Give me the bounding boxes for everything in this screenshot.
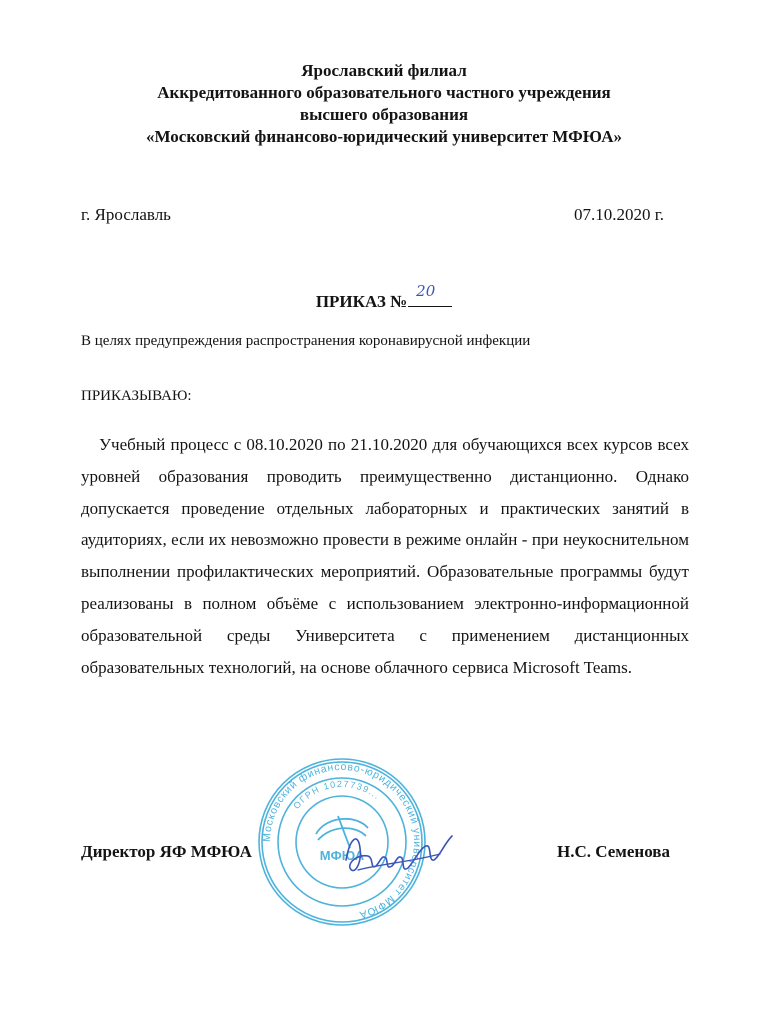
order-title-text: ПРИКАЗ № <box>315 292 408 311</box>
stamp-center-text: МФЮА <box>319 848 365 863</box>
order-number-blank <box>408 282 452 307</box>
header-line-branch: Ярославский филиал <box>301 61 467 80</box>
document-header <box>0 60 768 148</box>
stamp-inner-text: ОГРН 1027739... <box>291 778 383 811</box>
signer-position: Директор ЯФ МФЮА <box>81 842 252 861</box>
header-line-education-level: высшего образования <box>299 105 469 124</box>
order-body-paragraph: Учебный процесс с 08.10.2020 по 21.10.2020 для обучающихся всех курсов всех уровней образования проводить преимущественно дистанционно. Однако допускается проведение отдельных лабораторных и практических занятий в аудиториях, если их невозможно провести в режиме онлайн - при неукоснительном выполнении профилактических мероприятий. Образовательные программы будут реализованы в полном объёме с использованием электронно-информационной образовательной среды Университета с применением дистанционных образовательных технологий, на основе облачного сервиса Microsoft Teams. <box>81 435 689 677</box>
stamp-outer-text: Московский финансово-юридический университет МФЮА <box>260 760 424 921</box>
order-title <box>0 282 768 312</box>
document-place: г. Ярославль <box>81 205 171 224</box>
order-number-handwritten: 20 <box>416 282 436 300</box>
handwritten-signature-icon <box>340 818 460 888</box>
header-line-institution-type: Аккредитованного образовательного частного учреждения <box>157 83 611 102</box>
header-line-university-name: «Московский финансово-юридический университет МФЮА» <box>145 127 623 146</box>
order-preamble: В целях предупреждения распространения коронавирусной инфекции <box>81 333 531 349</box>
signer-name: Н.С. Семенова <box>557 842 670 861</box>
order-directive-word: ПРИКАЗЫВАЮ: <box>81 388 192 404</box>
document-date: 07.10.2020 г. <box>573 205 664 224</box>
